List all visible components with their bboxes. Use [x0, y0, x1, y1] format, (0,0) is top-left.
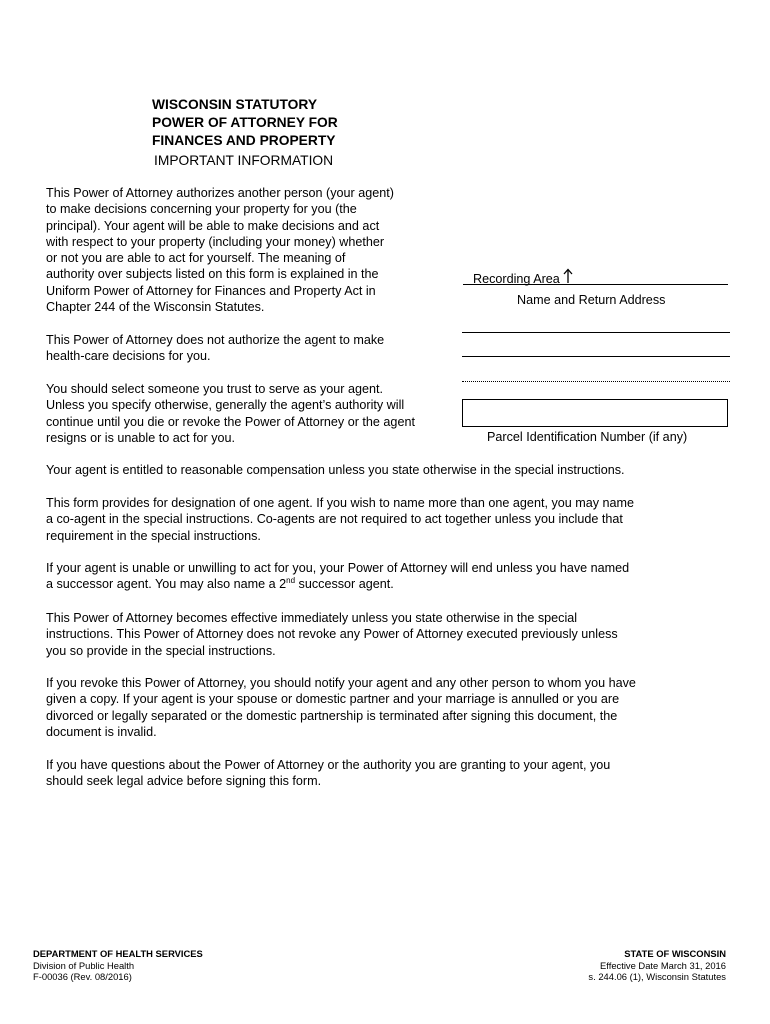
form-number: F-00036 (Rev. 08/2016) [33, 971, 132, 983]
questions-line: should seek legal advice before signing this form. [46, 774, 322, 789]
page-subtitle: IMPORTANT INFORMATION [154, 153, 334, 168]
up-arrow-icon [563, 268, 573, 284]
intro-line: authority over subjects listed on this form is explained in the [46, 267, 379, 282]
effective-line: This Power of Attorney becomes effective immediately unless you state otherwise in the special [46, 611, 578, 625]
state-name: STATE OF WISCONSIN [624, 948, 726, 959]
effective-paragraph [46, 610, 618, 659]
trust-line: You should select someone you trust to serve as your agent. [46, 382, 383, 396]
successor-line: If your agent is unable or unwilling to act for you, your Power of Attorney will end unless you have named [46, 561, 630, 575]
footer-right [588, 948, 726, 983]
compensation-line: Your agent is entitled to reasonable compensation unless you state otherwise in the special instructions. [46, 463, 625, 477]
trust-paragraph [46, 381, 415, 446]
revoke-line: divorced or legally separated or the domestic partnership is terminated after signing this document, the [46, 708, 618, 723]
intro-line: to make decisions concerning your property for you (the [46, 202, 357, 217]
parcel-id-label: Parcel Identification Number (if any) [487, 430, 688, 444]
designation-line: requirement in the special instructions. [46, 528, 261, 543]
intro-paragraph [46, 185, 394, 315]
intro-line: or not you are able to act for yourself. The meaning of [46, 251, 346, 266]
intro-line: with respect to your property (including your money) whether [46, 234, 385, 249]
trust-line: Unless you specify otherwise, generally the agent’s authority will [46, 398, 405, 413]
health-line: health-care decisions for you. [46, 349, 211, 364]
address-line-2[interactable] [462, 356, 730, 357]
recording-area-text: Recording Area [473, 272, 560, 286]
ordinal-suffix: nd [286, 576, 296, 586]
page-title [152, 96, 338, 150]
successor-text-after: successor agent. [295, 577, 394, 592]
revoke-line: document is invalid. [46, 724, 157, 739]
address-line-1[interactable] [462, 332, 730, 333]
successor-paragraph [46, 560, 629, 593]
intro-line: This Power of Attorney authorizes another person (your agent) [46, 186, 394, 200]
trust-line: continue until you die or revoke the Power of Attorney or the agent [46, 414, 415, 429]
effective-line: instructions. This Power of Attorney does not revoke any Power of Attorney executed previously unless [46, 627, 618, 642]
effective-line: you so provide in the special instructions. [46, 643, 276, 658]
intro-line: Chapter 244 of the Wisconsin Statutes. [46, 300, 265, 315]
successor-line [46, 576, 629, 592]
intro-line: principal). Your agent will be able to make decisions and act [46, 218, 380, 233]
designation-paragraph [46, 495, 634, 544]
title-line-2: POWER OF ATTORNEY FOR [152, 115, 338, 130]
intro-line: Uniform Power of Attorney for Finances and Property Act in [46, 283, 376, 298]
effective-date: Effective Date March 31, 2016 [600, 959, 726, 971]
questions-paragraph [46, 757, 610, 790]
division-name: Division of Public Health [33, 959, 135, 971]
title-line-1: WISCONSIN STATUTORY [152, 97, 318, 112]
recording-area-rule [463, 284, 728, 285]
title-line-3: FINANCES AND PROPERTY [152, 133, 336, 148]
name-return-label: Name and Return Address [517, 293, 666, 307]
revoke-line: If you revoke this Power of Attorney, you should notify your agent and any other person to whom you have [46, 676, 636, 690]
footer-left [33, 948, 203, 983]
revoke-paragraph [46, 675, 636, 740]
trust-line: resigns or is unable to act for you. [46, 430, 236, 445]
successor-text-before: a successor agent. You may also name a 2 [46, 577, 287, 592]
department-name: DEPARTMENT OF HEALTH SERVICES [33, 948, 203, 959]
revoke-line: given a copy. If your agent is your spouse or domestic partner and your marriage is annulled or you are [46, 692, 620, 707]
parcel-id-box[interactable] [462, 399, 728, 427]
designation-line: This form provides for designation of one agent. If you wish to name more than one agent, you may name [46, 496, 635, 510]
address-line-3[interactable] [462, 381, 730, 382]
compensation-paragraph [46, 462, 625, 478]
questions-line: If you have questions about the Power of Attorney or the authority you are granting to your agent, you [46, 758, 611, 772]
health-line: This Power of Attorney does not authorize the agent to make [46, 333, 385, 347]
statute-reference: s. 244.06 (1), Wisconsin Statutes [588, 971, 726, 983]
designation-line: a co-agent in the special instructions. Co-agents are not required to act together unless you include that [46, 512, 623, 527]
health-paragraph [46, 332, 384, 365]
